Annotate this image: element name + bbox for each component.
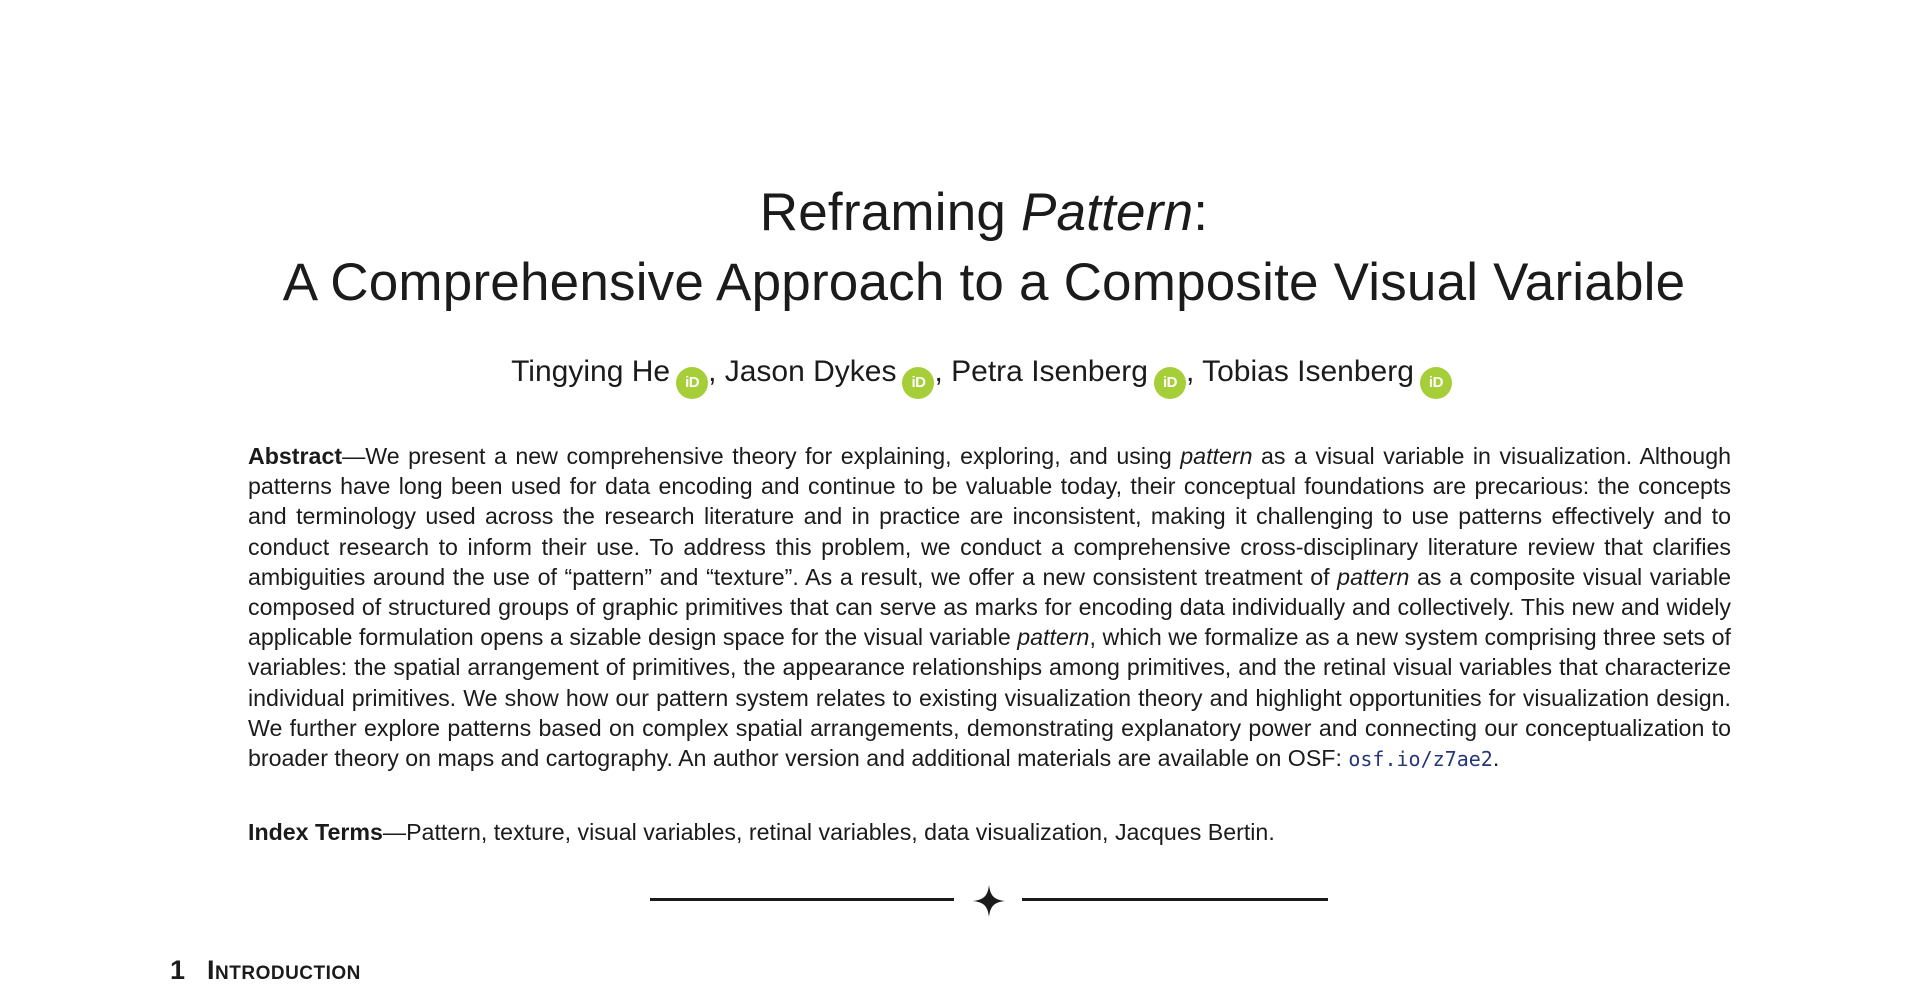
author-name: Jason Dykes <box>724 355 897 388</box>
abstract <box>248 441 1731 774</box>
author-name: Petra Isenberg <box>951 355 1148 388</box>
index-terms-dash: — <box>382 819 407 845</box>
title-line-2: A Comprehensive Approach to a Composite Visual Variable <box>282 253 1686 312</box>
section-title: Introduction <box>207 955 361 985</box>
author-separator: , <box>708 355 725 388</box>
index-terms <box>248 817 1731 847</box>
title-colon: : <box>1193 183 1209 242</box>
paper-title <box>0 178 1920 318</box>
abstract-italic: pattern <box>1017 624 1090 651</box>
author-separator: , <box>934 355 952 388</box>
abstract-text: as a composite visual variable composed of structured groups of graphic primitives that can serve as marks for encoding data individually and collectively. This new and widely applicable formulation opens a sizable design space for the visual variable <box>248 563 1731 651</box>
four-point-star-icon <box>972 884 1006 918</box>
abstract-period: . <box>1492 745 1500 772</box>
author-1 <box>511 355 725 391</box>
author-separator: , <box>1185 355 1203 388</box>
orcid-icon[interactable]: iD <box>902 367 934 399</box>
orcid-icon[interactable]: iD <box>1420 367 1452 399</box>
abstract-dash: — <box>342 443 366 469</box>
author-3 <box>951 355 1203 391</box>
section-heading <box>170 953 361 987</box>
divider-line-right <box>1022 898 1328 901</box>
author-name: Tingying He <box>511 355 671 388</box>
abstract-text: , which we formalize as a new system comprising three sets of variables: the spatial arrangement of primitives, the appearance relationships among primitives, and the retinal visual variables that characterize individual primitives. We show how our pattern system relates to existing visualization theory and highlight opportunities for visualization design. We further explore patterns based on complex spatial arrangements, demonstrating explanatory power and connecting our conceptualization to broader theory on maps and cartography. An author version and additional materials are available on OSF: <box>248 624 1731 772</box>
osf-link[interactable]: osf.io/z7ae2 <box>1348 747 1493 772</box>
section-number: 1 <box>170 955 186 985</box>
author-list <box>0 352 1920 399</box>
abstract-text: We present a new comprehensive theory for explaining, exploring, and using <box>365 443 1181 469</box>
author-name: Tobias Isenberg <box>1202 355 1414 388</box>
index-terms-text: Pattern, texture, visual variables, retinal variables, data visualization, Jacques Bertin. <box>406 819 1275 845</box>
divider-line-left <box>650 898 954 901</box>
abstract-label: Abstract <box>248 443 343 469</box>
title-text: Reframing <box>759 183 1021 242</box>
abstract-italic: pattern <box>1337 563 1410 590</box>
index-terms-label: Index Terms <box>248 819 383 845</box>
author-2 <box>724 355 952 391</box>
title-line-1 <box>0 178 1920 248</box>
abstract-italic: pattern <box>1180 443 1253 469</box>
orcid-icon[interactable]: iD <box>1154 367 1186 399</box>
orcid-icon[interactable]: iD <box>676 367 708 399</box>
abstract-text: as a visual variable in visualization. Although patterns have long been used for data encoding and continue to be valuable today, their conceptual foundations are precarious: the concepts and terminology used across the research literature and in practice are inconsistent, making it challenging to use patterns effectively and to conduct research to inform their use. To address this problem, we conduct a comprehensive cross-disciplinary literature review that clarifies ambiguities around the use of “pattern” and “texture”. As a result, we offer a new consistent treatment of <box>248 443 1731 590</box>
title-italic-word: Pattern <box>1020 183 1194 242</box>
author-4 <box>1202 355 1452 391</box>
